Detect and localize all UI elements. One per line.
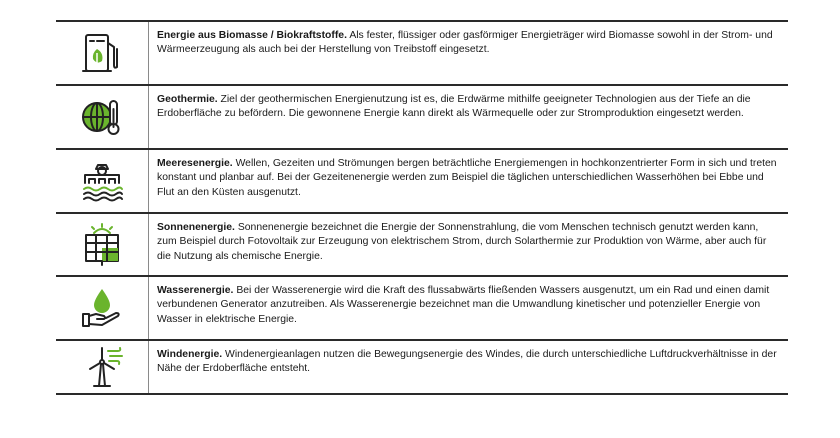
icon-cell [56, 277, 149, 339]
icon-cell [56, 341, 149, 393]
row-title: Sonnenenergie. [157, 222, 235, 233]
row-text [149, 150, 788, 212]
row-title: Meeresenergie. [157, 158, 233, 169]
wind-turbine-icon [80, 345, 124, 389]
table-row [56, 86, 788, 150]
icon-cell [56, 22, 149, 84]
row-text [149, 22, 788, 84]
row-description: Ziel der geothermischen Energienutzung ist es, die Erdwärme mithilfe geeigneter Technologien aus der Tiefe an die Erdoberfläche zu befördern. Die gewonnene Energie kann direkt als Wärmequelle oder zur Stromproduktion eingesetzt werden. [157, 94, 751, 120]
row-description: Windenergieanlagen nutzen die Bewegungsenergie des Windes, die durch unterschiedliche Luftdruckverhältnisse in der Nähe der Erdoberfläche entsteht. [157, 349, 777, 375]
row-description: Sonnenenergie bezeichnet die Energie der Sonnenstrahlung, die vom Menschen technisch genutzt werden kann, zum Beispiel durch Fotovoltaik zur Erzeugung von elektrischem Strom, durch Solarthermie zur Produktion von Wärme, aber auch für die Nutzung als chemische Energie. [157, 222, 767, 262]
row-description: Bei der Wasserenergie wird die Kraft des flussabwärts fließenden Wassers ausgenutzt, um ein Rad und einen damit verbundenen Generator anzutreiben. Als Wasserenergie bezeichnet man die Umwandlung kinetischer und potenzieller Energie von Wasser in elektrische Energie. [157, 285, 770, 325]
table-row [56, 277, 788, 341]
row-description: Als fester, flüssiger oder gasförmiger Energieträger wird Biomasse sowohl in der Strom- und Wärmeerzeugung als auch bei der Herstellung von Treibstoff eingesetzt. [157, 30, 773, 56]
row-title: Windenergie. [157, 349, 223, 360]
row-text [149, 341, 788, 393]
row-title: Energie aus Biomasse / Biokraftstoffe. [157, 30, 347, 41]
row-text [149, 277, 788, 339]
water-drop-hand-icon [80, 286, 124, 330]
table-row [56, 22, 788, 86]
tidal-power-plant-icon [80, 159, 124, 203]
energy-table [56, 20, 788, 395]
row-title: Geothermie. [157, 94, 218, 105]
row-text [149, 86, 788, 148]
table-row [56, 150, 788, 214]
biofuel-pump-icon [80, 31, 124, 75]
solar-panel-icon [80, 223, 124, 267]
row-text [149, 214, 788, 275]
icon-cell [56, 150, 149, 212]
table-row [56, 341, 788, 395]
row-title: Wasserenergie. [157, 285, 234, 296]
globe-thermometer-icon [80, 95, 124, 139]
row-description: Wellen, Gezeiten und Strömungen bergen beträchtliche Energiemengen in hochkonzentrierter Form in sich und treten konstant und planbar auf. Bei der Gezeitenenergie werden zum Beispiel die täglichen unterschiedlichen Wasserhöhen bei Ebbe und Flut an den Küsten ausgenutzt. [157, 158, 777, 198]
table-row [56, 214, 788, 277]
icon-cell [56, 214, 149, 275]
icon-cell [56, 86, 149, 148]
